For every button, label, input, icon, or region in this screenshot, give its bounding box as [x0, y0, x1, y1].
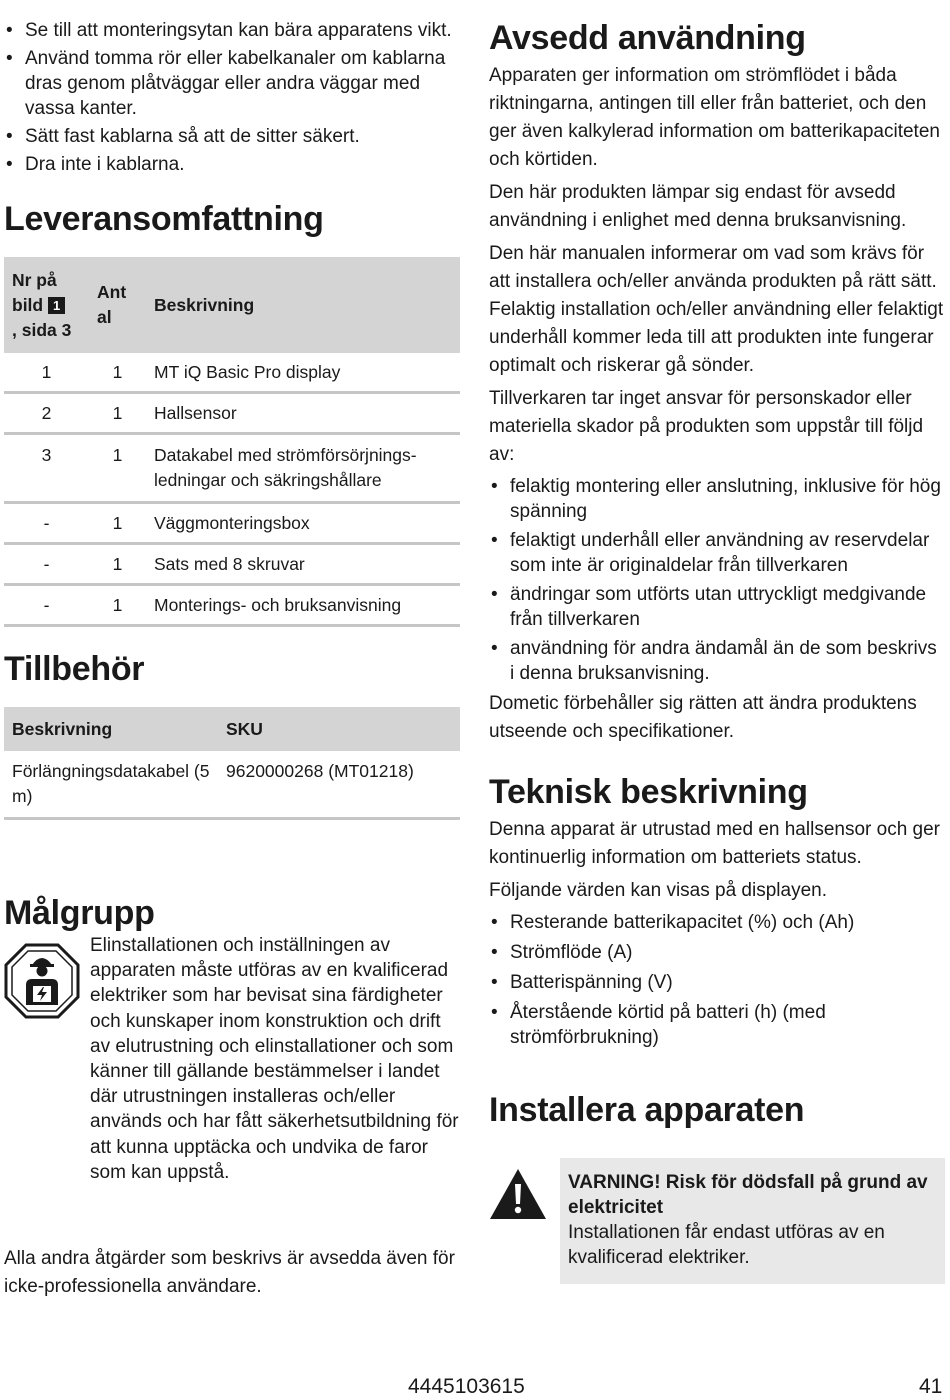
- list-item: • Dra inte i kablarna.: [4, 152, 460, 177]
- document-number: 4445103615: [408, 1375, 525, 1398]
- table-row: 2 1 Hallsensor: [4, 393, 460, 434]
- table-row: Förlängningsdatakabel (5 m) 9620000268 (MT01218): [4, 751, 460, 819]
- scope-table: [4, 257, 460, 627]
- table-row: - 1 Väggmonteringsbox: [4, 503, 460, 544]
- intended-use-paragraph: Apparaten ger information om strömflödet i båda riktningarna, antingen till eller från batteriet, och den ger även kalkylerad information om batterikapaciteten och körtiden.: [489, 65, 940, 170]
- technical-paragraph: Följande värden kan visas på displayen.: [489, 880, 827, 901]
- liability-bullet-list: [489, 474, 945, 686]
- intended-use-paragraph: Tillverkaren tar inget ansvar för personskador eller materiella skador på produkten som uppstår till följd av:: [489, 388, 924, 465]
- list-item: • Batterispänning (V): [489, 970, 945, 995]
- scope-heading: Leveransomfattning: [4, 200, 324, 238]
- warning-content: [560, 1158, 945, 1284]
- target-group-text: Elinstallationen och inställningen av apparaten måste utföras av en kvalificerad elektriker som har bevisat sina färdigheter och kunskaper inom konstruktion och drift av elutrustning och elinstallationer och som känner till gällande bestämmelser i landet där utrustningen installeras och/eller används och har fått säkerhetsutbildning för att kunna upptäcka och undvika de faror som kan uppstå.: [90, 935, 459, 1183]
- list-item: • Strömflöde (A): [489, 940, 945, 965]
- list-item: • Se till att monteringsytan kan bära apparatens vikt.: [4, 18, 460, 43]
- table-row: 1 1 MT iQ Basic Pro display: [4, 353, 460, 393]
- technical-heading: Teknisk beskrivning: [489, 773, 808, 811]
- target-group-footnote: Alla andra åtgärder som beskrivs är avsedda även för icke-professionella användare.: [4, 1248, 455, 1297]
- list-item: • felaktigt underhåll eller användning av reservdelar som inte är originaldelar från tillverkaren: [489, 528, 945, 578]
- intended-use-heading: Avsedd användning: [489, 19, 806, 57]
- intended-use-paragraph: Den här manualen informerar om vad som krävs för att installera och/eller använda produkten på rätt sätt. Felaktig installation och/eller användning eller felaktigt underhåll kommer leda till att produkten inte fungerar optimalt och riskerar gå sönder.: [489, 243, 944, 376]
- intended-use-paragraph: Den här produkten lämpar sig endast för avsedd användning i enlighet med denna bruksanvisning.: [489, 182, 907, 231]
- intro-bullet-list: [4, 18, 460, 177]
- left-column: [4, 18, 460, 1297]
- warning-text: Installationen får endast utföras av en kvalificerad elektriker.: [568, 1222, 885, 1268]
- col-header-nr: Nr på bild 1 , sida 3: [12, 269, 72, 340]
- electrician-icon: [4, 943, 80, 1019]
- list-item: • användning för andra ändamål än de som beskrivs i denna bruksanvisning.: [489, 636, 945, 686]
- col-header-qty: Ant al: [97, 282, 127, 327]
- list-item: • Använd tomma rör eller kabelkanaler om kablarna dras genom plåtväggar eller andra väggar med vassa kanter.: [4, 46, 460, 121]
- intended-use-closing: Dometic förbehåller sig rätten att ändra produktens utseende och specifikationer.: [489, 693, 917, 742]
- right-column: [489, 18, 945, 1268]
- install-heading: Installera apparaten: [489, 1091, 805, 1129]
- figure-badge: 1: [48, 297, 65, 314]
- table-row: - 1 Sats med 8 skruvar: [4, 544, 460, 585]
- warning-box: [489, 1158, 945, 1284]
- table-row: 3 1 Datakabel med strömförsörjnings-ledningar och säkringshållare: [4, 434, 460, 503]
- page-number: 41: [919, 1375, 943, 1398]
- display-values-list: [489, 910, 945, 1050]
- table-header-row: [4, 707, 460, 751]
- accessories-table: [4, 707, 460, 820]
- col-header-description: Beskrivning: [12, 718, 113, 739]
- accessories-heading: Tillbehör: [4, 650, 145, 688]
- list-item: • felaktig montering eller anslutning, inklusive för hög spänning: [489, 474, 945, 524]
- col-header-description: Beskrivning: [154, 294, 255, 315]
- target-group-heading: Målgrupp: [4, 894, 155, 932]
- table-row: - 1 Monterings- och bruksanvisning: [4, 585, 460, 626]
- warning-title: VARNING! Risk för dödsfall på grund av elektricitet: [568, 1172, 928, 1218]
- list-item: • Återstående körtid på batteri (h) (med strömförbrukning): [489, 1000, 945, 1050]
- col-header-sku: SKU: [226, 718, 263, 739]
- technical-paragraph: Denna apparat är utrustad med en hallsensor och ger kontinuerlig information om batteriets status.: [489, 819, 940, 868]
- list-item: • Sätt fast kablarna så att de sitter säkert.: [4, 124, 460, 149]
- list-item: • ändringar som utförts utan uttryckligt medgivande från tillverkaren: [489, 582, 945, 632]
- warning-triangle-icon: [489, 1168, 547, 1220]
- table-header-row: [4, 257, 460, 353]
- target-group-section: [4, 893, 460, 1297]
- list-item: • Resterande batterikapacitet (%) och (Ah): [489, 910, 945, 935]
